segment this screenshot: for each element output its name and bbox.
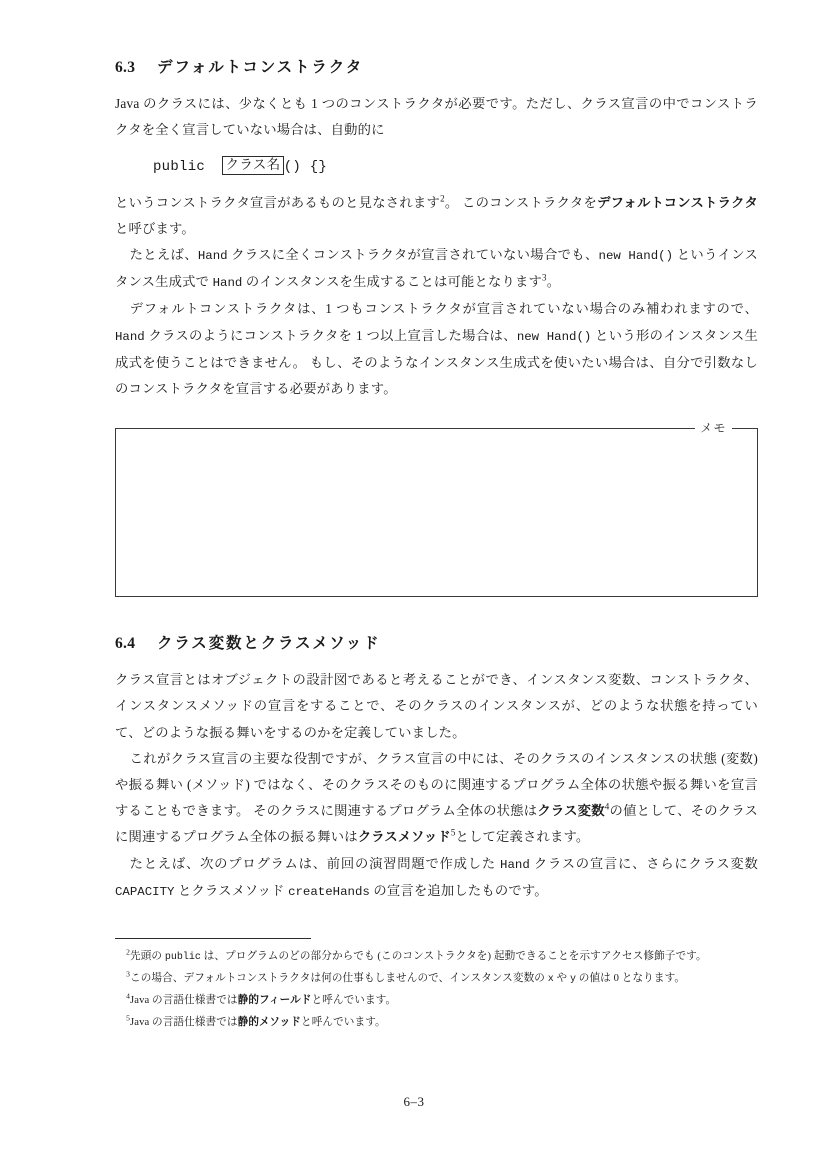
paragraph-text: という形のインスタンス生成式を使うことはできません。 もし、そのようなインスタンス生成式を使いたい場合は、自分で引数なしのコンストラクタを宣言する必要があります。 — [115, 327, 759, 396]
footnote-inline-code-public: public — [164, 952, 201, 963]
footnote-term-static-method: 静的メソッド — [237, 1016, 301, 1028]
paragraph-text: デフォルトコンストラクタは、1 つもコンストラクタが宣言されていない場合のみ補われますので、 — [129, 301, 758, 317]
memo-box-container — [115, 419, 758, 597]
footnote-ref-3[interactable]: 3 — [542, 272, 547, 283]
footnote-2 — [115, 948, 765, 967]
inline-code-hand-3: Hand — [115, 329, 145, 344]
paragraph-text: の宣言を追加したものです。 — [369, 882, 548, 898]
paragraph-text: とクラスメソッド — [174, 882, 289, 898]
footnote-separator-rule — [115, 938, 311, 939]
paragraph-6-3-restriction — [115, 296, 758, 402]
inline-code-hand-4: Hand — [500, 857, 530, 872]
section-title-6-3: デフォルトコンストラクタ — [157, 59, 364, 76]
footnote-text: この場合、デフォルトコンストラクタは何の仕事もしませんので、インスタンス変数の — [130, 973, 548, 985]
page-number: 6–3 — [403, 1094, 425, 1109]
footnote-ref-4[interactable]: 4 — [604, 801, 610, 812]
footnote-text: や — [553, 973, 570, 985]
term-class-variable: クラス変数 — [537, 803, 605, 819]
paragraph-text: クラスに全くコンストラクタが宣言されていない場合でも、 — [227, 246, 599, 262]
paragraph-text: 。 — [546, 274, 561, 290]
code-placeholder-class-name: クラス名 — [222, 156, 283, 174]
footnote-ref-5[interactable]: 5 — [450, 827, 456, 838]
memo-box-label: メモ — [695, 419, 732, 437]
inline-code-new-hand: new Hand() — [598, 248, 674, 263]
paragraph-6-4-intro — [115, 667, 758, 746]
footnote-term-static-field: 静的フィールド — [237, 995, 312, 1007]
footnote-marker-5: 5 — [126, 1013, 131, 1023]
paragraph-text: と呼びます。 — [115, 220, 195, 236]
term-class-method: クラスメソッド — [357, 829, 451, 845]
paragraph-text: Java のクラスには、少なくとも 1 つのコンストラクタが必要です。ただし、クラス宣言の中でコンストラクタを全く宣言していない場合は、自動的に — [115, 96, 758, 138]
footnote-marker-4: 4 — [126, 991, 131, 1001]
paragraph-text: クラスのようにコンストラクタを 1 つ以上宣言した場合は、 — [144, 327, 517, 343]
section-heading-6-3 — [115, 55, 758, 77]
footnote-text: は、プログラムのどの部分からでも (このコンストラクタを) 起動できることを示すアクセス修飾子です。 — [200, 951, 707, 962]
code-display-default-constructor — [115, 157, 758, 175]
code-keyword-public: public — [153, 159, 206, 176]
paragraph-text: たとえば、次のプログラムは、前回の演習問題で作成した — [129, 855, 501, 871]
term-default-constructor: デフォルトコンストラクタ — [597, 194, 758, 210]
paragraph-text: というコンストラクタ宣言があるものと見なされます — [115, 194, 441, 210]
paragraph-text: として定義されます。 — [455, 829, 590, 845]
paragraph-text: というインスタンス生成式で — [115, 246, 759, 290]
code-tail: () {} — [283, 159, 328, 176]
footnote-text: の値は 0 となります。 — [576, 973, 686, 985]
footnote-text: 先頭の — [130, 951, 165, 962]
paragraph-text: クラス宣言とはオブジェクトの設計図であると考えることができ、インスタンス変数、コンストラクタ、インスタンスメソッドの宣言をすることで、そのクラスのインスタンスが、どのような状態を持っていて、どのような振る舞いをするのかを定義していました。 — [115, 672, 758, 740]
section-heading-6-4 — [115, 631, 758, 653]
footnote-inline-code-y: y — [569, 974, 576, 986]
inline-code-hand: Hand — [197, 248, 228, 263]
paragraph-text: これがクラス宣言の主要な役割ですが、クラス宣言の中には、そのクラスのインスタンスの状態 (変数) や振る舞い (メソッド) ではなく、そのクラスそのものに関連するプログラム全体の状態や振る舞いを宣言することもできます。 そのクラスに関連するプログラム全体の状態は — [115, 750, 758, 819]
footnote-5 — [115, 1014, 765, 1032]
paragraph-6-3-default-constructor — [115, 190, 758, 242]
footnote-ref-2[interactable]: 2 — [440, 193, 445, 204]
footnote-marker-2: 2 — [126, 947, 131, 957]
footnote-4 — [115, 992, 765, 1010]
footnote-marker-3: 3 — [126, 969, 131, 979]
section-number-6-4: 6.4 — [115, 635, 136, 653]
inline-code-hand-2: Hand — [212, 276, 243, 291]
paragraph-6-4-example — [115, 851, 758, 905]
footnotes-section — [115, 938, 765, 1035]
paragraph-text: クラスの宣言に、さらにクラス変数 — [529, 855, 758, 871]
paragraph-6-4-class-members — [115, 746, 758, 851]
inline-code-new-hand-2: new Hand() — [516, 329, 592, 344]
memo-box-writing-area[interactable] — [115, 419, 758, 597]
footnote-text: Java の言語仕様書では — [130, 1016, 238, 1028]
paragraph-text: たとえば、 — [129, 246, 198, 262]
footnote-text: と呼んでいます。 — [311, 995, 397, 1007]
inline-code-capacity: CAPACITY — [115, 884, 175, 899]
footnote-text: Java の言語仕様書では — [130, 995, 238, 1007]
paragraph-6-3-intro — [115, 91, 758, 143]
paragraph-text: 。 このコンストラクタを — [444, 194, 598, 210]
paragraph-text: のインスタンスを生成することは可能となります — [242, 274, 543, 290]
paragraph-text: の値として、そのクラスに関連するプログラム全体の振る舞いは — [115, 803, 758, 845]
section-title-6-4: クラス変数とクラスメソッド — [157, 635, 381, 653]
page-content — [115, 55, 758, 905]
paragraph-6-3-example — [115, 242, 758, 296]
footnote-inline-code-x: x — [547, 974, 554, 986]
inline-code-create-hands: createHands — [288, 884, 370, 899]
section-number-6-3: 6.3 — [115, 59, 136, 76]
footnote-text: と呼んでいます。 — [301, 1016, 386, 1028]
footnote-3 — [115, 970, 765, 989]
